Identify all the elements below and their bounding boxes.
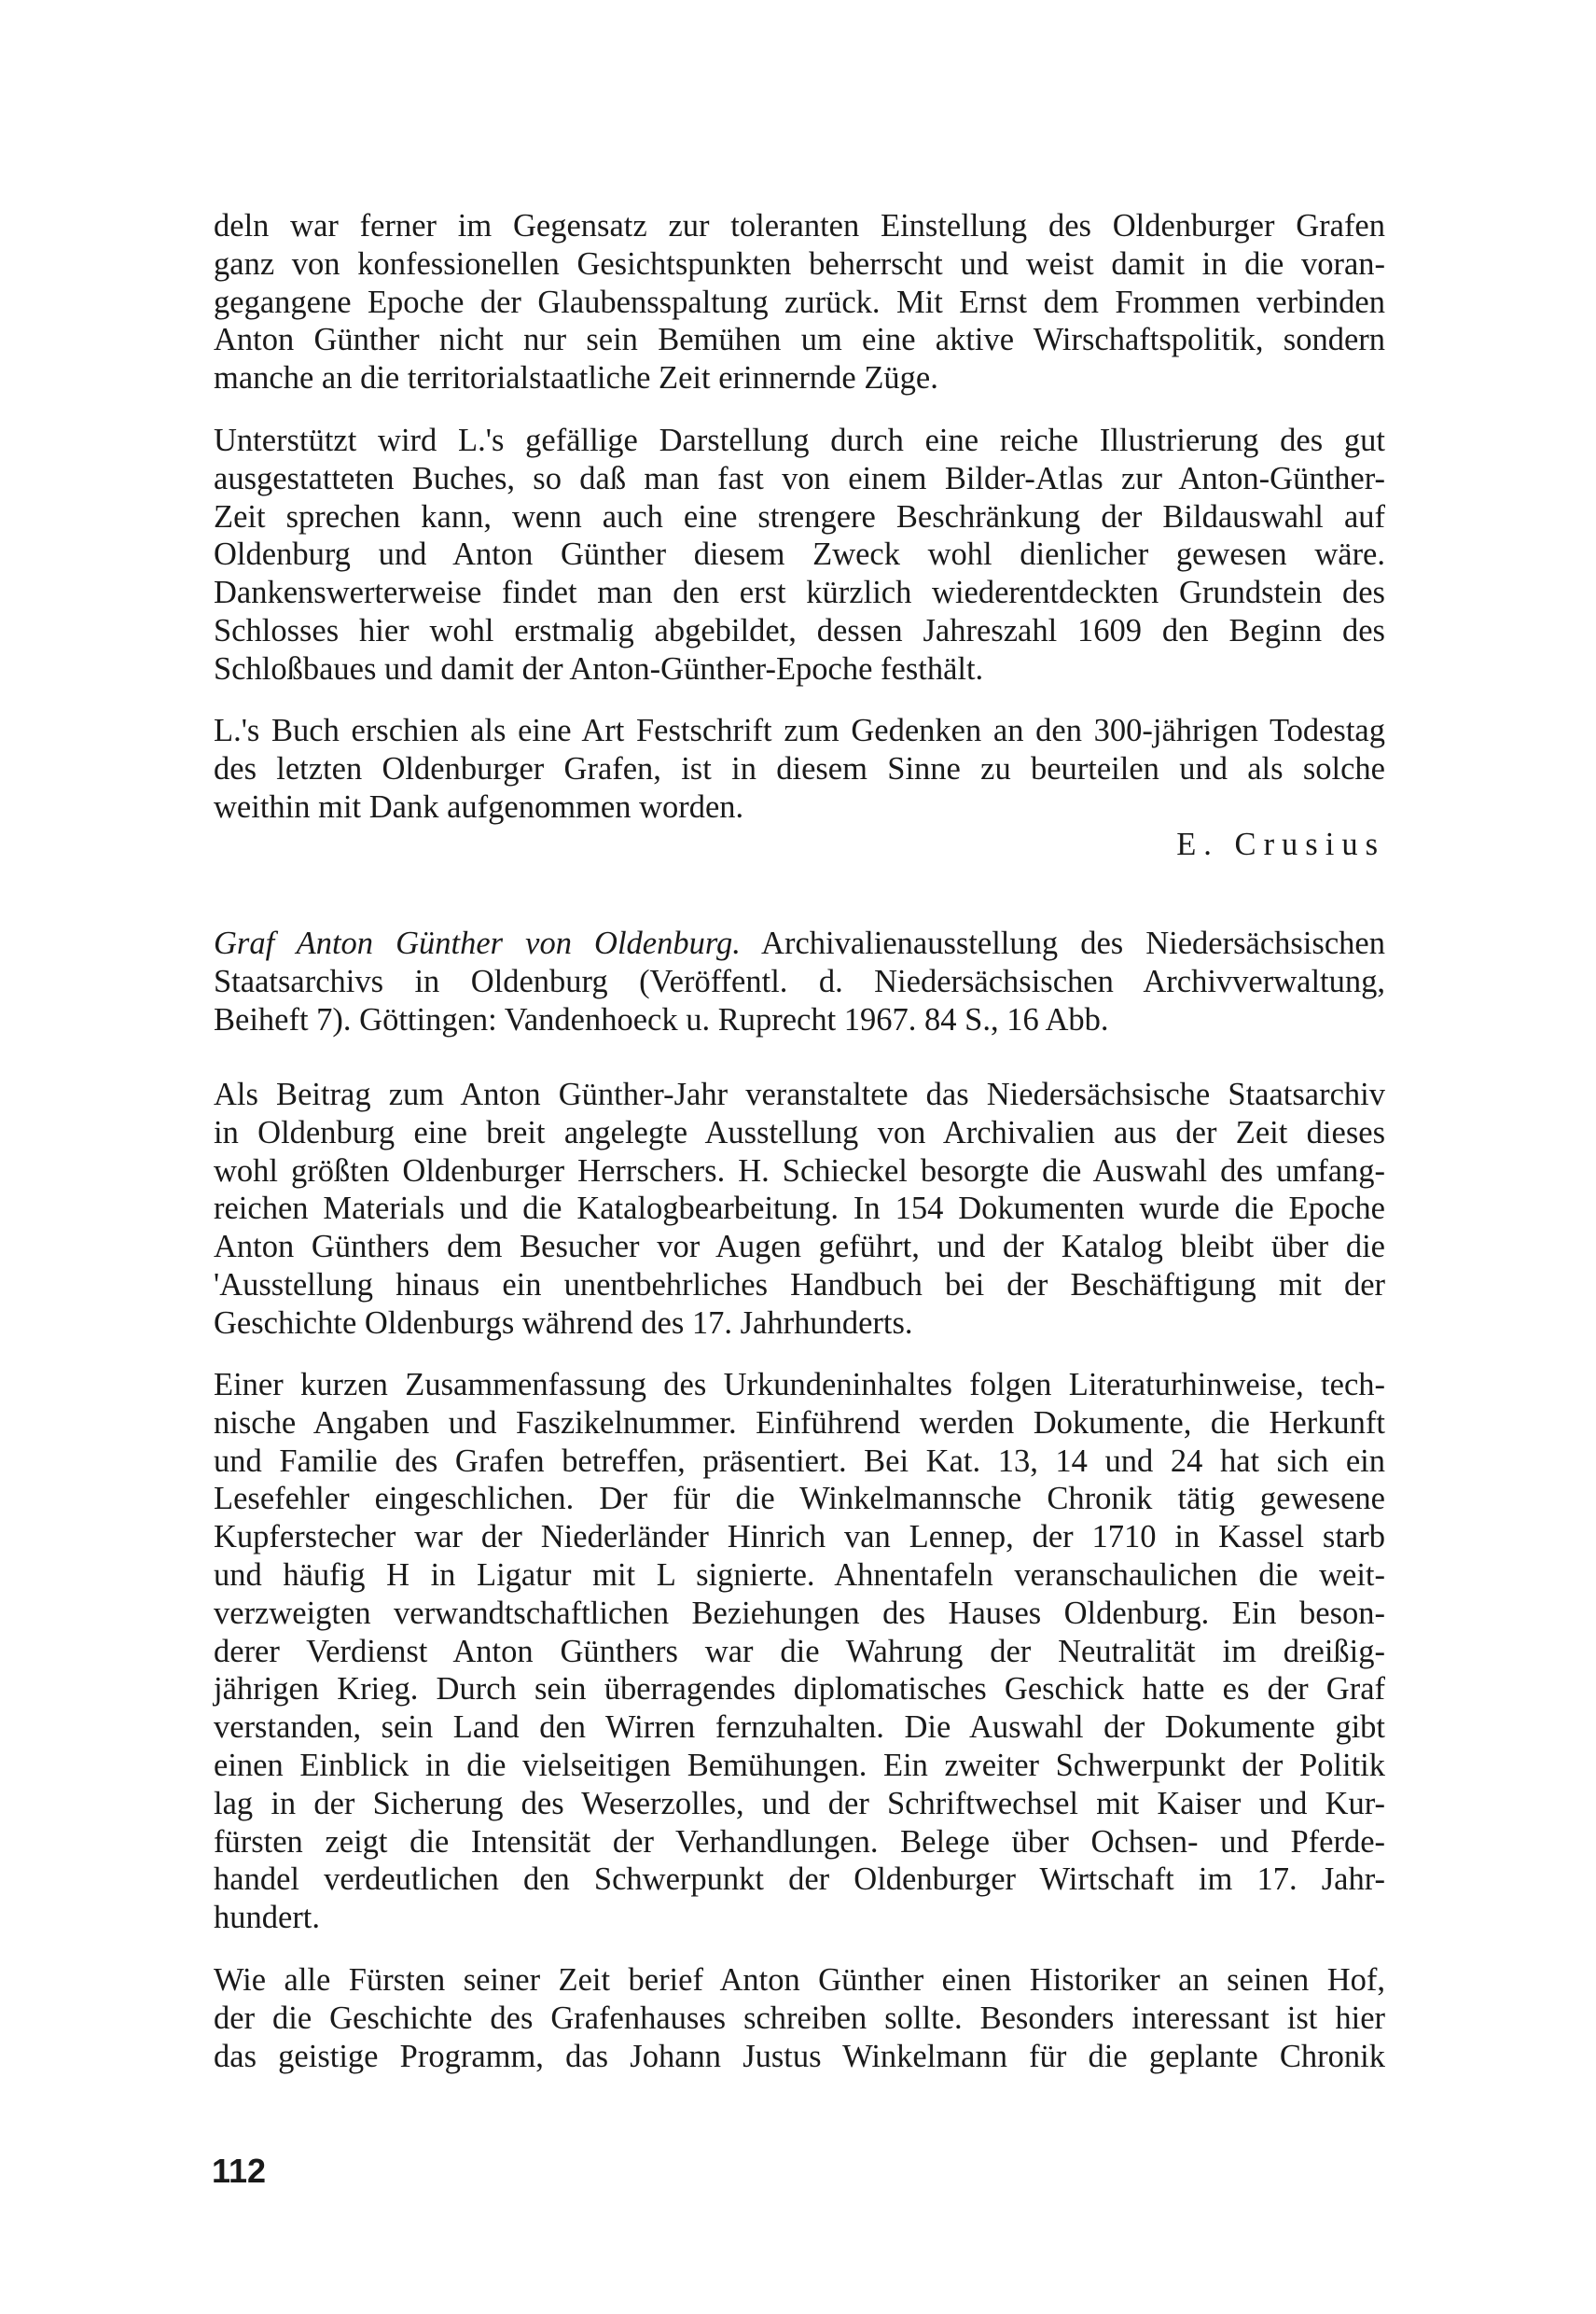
review1-paragraph-2	[214, 422, 1385, 689]
text-line: des letzten Oldenburger Grafen, ist in diesem Sinne zu beurteilen und als solche	[214, 750, 1385, 787]
review2-paragraph-3	[214, 1961, 1385, 2075]
text-line: Kupferstecher war der Niederländer Hinrich van Lennep, der 1710 in Kassel starb	[214, 1519, 1385, 1555]
text-line: verzweigten verwandtschaftlichen Beziehungen des Hauses Oldenburg. Ein beson-	[214, 1595, 1385, 1631]
text-line: Dankenswerterweise findet man den erst kürzlich wiederentdeckten Grundstein des	[214, 575, 1385, 611]
citation-line: Beiheft 7). Göttingen: Vandenhoeck u. Ruprecht 1967. 84 S., 16 Abb.	[214, 1001, 1109, 1038]
text-line: Geschichte Oldenburgs während des 17. Jahrhunderts.	[214, 1304, 913, 1341]
text-line: derer Verdienst Anton Günthers war die Wahrung der Neutralität im dreißig-	[214, 1633, 1385, 1669]
reviewer-signature: E. Crusius	[1176, 827, 1385, 862]
text-line: fürsten zeigt die Intensität der Verhandlungen. Belege über Ochsen- und Pferde-	[214, 1823, 1385, 1860]
review2-paragraph-1	[214, 1076, 1385, 1343]
citation-line	[214, 925, 1385, 963]
text-line: wohl größten Oldenburger Herrschers. H. Schieckel besorgte die Auswahl des umfang-	[214, 1152, 1385, 1189]
page-number: 112	[212, 2152, 267, 2190]
citation-line: Staatsarchivs in Oldenburg (Veröffentl. d. Niedersächsischen Archivverwaltung,	[214, 963, 1385, 999]
text-line: Oldenburg und Anton Günther diesem Zweck wohl dienlicher gewesen wäre.	[214, 537, 1385, 573]
text-line: weithin mit Dank aufgenommen worden.	[214, 788, 744, 825]
text-line: Wie alle Fürsten seiner Zeit berief Anton Günther einen Historiker an seinen Hof,	[214, 1962, 1385, 1998]
text-line: 'Ausstellung hinaus ein unentbehrliches Handbuch bei der Beschäftigung mit der	[214, 1266, 1385, 1303]
text-line: Unterstützt wird L.'s gefällige Darstellung durch eine reiche Illustrierung des gut	[214, 423, 1385, 458]
review1-paragraph-3	[214, 712, 1385, 826]
text-line: hundert.	[214, 1900, 321, 1936]
text-line: und häufig H in Ligatur mit L signierte. Ahnentafeln veranschaulichen die weit-	[214, 1556, 1385, 1593]
text-line: ausgestatteten Buches, so daß man fast von einem Bilder-Atlas zur Anton-Günther-	[214, 460, 1385, 496]
text-line: Als Beitrag zum Anton Günther-Jahr veranstaltete das Niedersächsische Staatsarchiv	[214, 1077, 1385, 1112]
text-line: lag in der Sicherung des Weserzolles, und der Schriftwechsel mit Kaiser und Kur-	[214, 1785, 1385, 1821]
text-line: in Oldenburg eine breit angelegte Ausstellung von Archivalien aus der Zeit dieses	[214, 1114, 1385, 1150]
text-line: handel verdeutlichen den Schwerpunkt der Oldenburger Wirtschaft im 17. Jahr-	[214, 1861, 1385, 1898]
text-line: jährigen Krieg. Durch sein überragendes diplomatisches Geschick hatte es der Graf	[214, 1671, 1385, 1708]
text-line: Schloßbaues und damit der Anton-Günther-Epoche festhält.	[214, 650, 984, 687]
text-line: gegangene Epoche der Glaubensspaltung zurück. Mit Ernst dem Frommen verbinden	[214, 284, 1385, 320]
text-line: ganz von konfessionellen Gesichtspunkten beherrscht und weist damit in die voran-	[214, 245, 1385, 282]
text-line: und Familie des Grafen betreffen, präsentiert. Bei Kat. 13, 14 und 24 hat sich ein	[214, 1443, 1385, 1479]
review1-paragraph-1	[214, 207, 1385, 397]
citation-title-rest: Archivalienausstellung des Niedersächsischen	[740, 926, 1385, 961]
citation-title: Graf Anton Günther von Oldenburg.	[214, 926, 741, 961]
text-line: L.'s Buch erschien als eine Art Festschrift zum Gedenken an den 300-jährigen Todestag	[214, 713, 1385, 748]
text-line: Lesefehler eingeschlichen. Der für die Winkelmannsche Chronik tätig gewesene	[214, 1481, 1385, 1517]
text-line: Schlosses hier wohl erstmalig abgebildet, dessen Jahreszahl 1609 den Beginn des	[214, 612, 1385, 648]
text-line: einen Einblick in die vielseitigen Bemühungen. Ein zweiter Schwerpunkt der Politik	[214, 1747, 1385, 1783]
text-line: verstanden, sein Land den Wirren fernzuhalten. Die Auswahl der Dokumente gibt	[214, 1709, 1385, 1746]
text-line: der die Geschichte des Grafenhauses schreiben sollte. Besonders interessant ist hier	[214, 2000, 1385, 2036]
text-line: Anton Günther nicht nur sein Bemühen um eine aktive Wirschaftspolitik, sondern	[214, 322, 1385, 358]
text-line: Einer kurzen Zusammenfassung des Urkundeninhaltes folgen Literaturhinweise, tech-	[214, 1367, 1385, 1402]
review2-paragraph-2	[214, 1366, 1385, 1937]
text-line: Zeit sprechen kann, wenn auch eine strengere Beschränkung der Bildauswahl auf	[214, 498, 1385, 535]
text-line: das geistige Programm, das Johann Justus Winkelmann für die geplante Chronik	[214, 2038, 1385, 2074]
book-citation	[214, 925, 1385, 1039]
text-line: deln war ferner im Gegensatz zur toleranten Einstellung des Oldenburger Grafen	[214, 208, 1385, 244]
text-line: Anton Günthers dem Besucher vor Augen geführt, und der Katalog bleibt über die	[214, 1229, 1385, 1265]
text-line: manche an die territorialstaatliche Zeit erinnernde Züge.	[214, 360, 938, 397]
text-line: reichen Materials und die Katalogbearbeitung. In 154 Dokumenten wurde die Epoche	[214, 1191, 1385, 1227]
text-line: nische Angaben und Faszikelnummer. Einführend werden Dokumente, die Herkunft	[214, 1404, 1385, 1441]
